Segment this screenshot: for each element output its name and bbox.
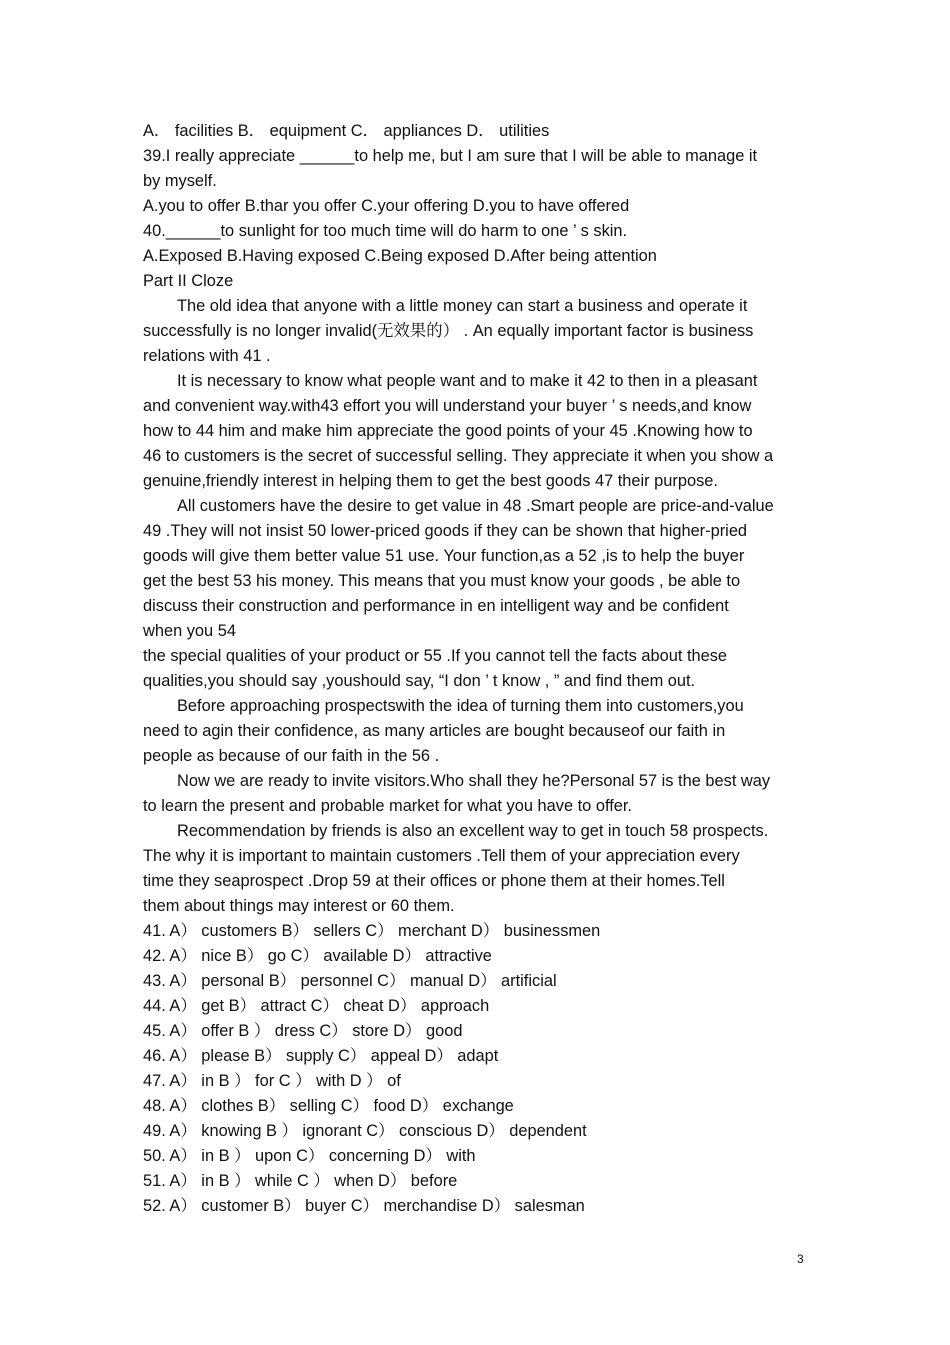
text-line: 50. A） in B ） upon C） concerning D） with [143, 1147, 476, 1165]
page-number: 3 [797, 1252, 804, 1266]
text-line: to learn the present and probable market for what you have to offer. [143, 797, 632, 815]
text-line: 49. A） knowing B ） ignorant C） conscious D） dependent [143, 1122, 587, 1140]
text-line: 52. A） customer B） buyer C） merchandise D） salesman [143, 1197, 585, 1215]
text-line: All customers have the desire to get value in 48 .Smart people are price-and-value [177, 497, 774, 515]
text-line: Now we are ready to invite visitors.Who shall they he?Personal 57 is the best way [177, 772, 771, 790]
text-line: qualities,you should say ,youshould say, “I don ’ t know , ” and find them out. [143, 672, 696, 690]
text-line: relations with 41 . [143, 347, 271, 365]
text-line: when you 54 [143, 622, 236, 640]
text-line: by myself. [143, 172, 217, 190]
text-line: the special qualities of your product or 55 .If you cannot tell the facts about these [143, 647, 728, 665]
text-line: 41. A） customers B） sellers C） merchant D） businessmen [143, 922, 601, 940]
text-line: The old idea that anyone with a little money can start a business and operate it [177, 297, 748, 315]
text-line: 49 .They will not insist 50 lower-priced goods if they can be shown that higher-pried [143, 522, 748, 540]
text-line: successfully is no longer invalid(无效果的） . An equally important factor is business [143, 322, 754, 340]
text-line: 42. A） nice B） go C） available D） attractive [143, 947, 492, 965]
text-line: A.Exposed B.Having exposed C.Being exposed D.After being attention [143, 247, 657, 265]
text-line: It is necessary to know what people want and to make it 42 to then in a pleasant [177, 372, 758, 390]
text-line: 45. A） offer B ） dress C） store D） good [143, 1022, 463, 1040]
text-line: Recommendation by friends is also an excellent way to get in touch 58 prospects. [177, 822, 769, 840]
text-line: time they seaprospect .Drop 59 at their offices or phone them at their homes.Tell [143, 872, 725, 890]
text-line: A.you to offer B.thar you offer C.your offering D.you to have offered [143, 197, 630, 215]
text-line: need to agin their confidence, as many articles are bought becauseof our faith in [143, 722, 726, 740]
text-line: discuss their construction and performance in en intelligent way and be confident [143, 597, 729, 615]
page-text [143, 119, 843, 1219]
text-line: 40.______to sunlight for too much time will do harm to one ’ s skin. [143, 222, 628, 240]
text-line: 46 to customers is the secret of successful selling. They appreciate it when you show a [143, 447, 774, 465]
text-line: 51. A） in B ） while C ） when D） before [143, 1172, 458, 1190]
text-line: 46. A） please B） supply C） appeal D） adapt [143, 1047, 499, 1065]
text-line: them about things may interest or 60 them. [143, 897, 455, 915]
text-line: get the best 53 his money. This means that you must know your goods , be able to [143, 572, 741, 590]
text-line: 48. A） clothes B） selling C） food D） exchange [143, 1097, 514, 1115]
text-line: genuine,friendly interest in helping them to get the best goods 47 their purpose. [143, 472, 718, 490]
text-line: Part II Cloze [143, 272, 234, 290]
text-line: Before approaching prospectswith the idea of turning them into customers,you [177, 697, 744, 715]
text-line: how to 44 him and make him appreciate the good points of your 45 .Knowing how to [143, 422, 753, 440]
text-line: 47. A） in B ） for C ） with D ） of [143, 1072, 401, 1090]
text-line: The why it is important to maintain customers .Tell them of your appreciation every [143, 847, 740, 865]
text-line: and convenient way.with43 effort you will understand your buyer ’ s needs,and know [143, 397, 752, 415]
text-line: 44. A） get B） attract C） cheat D） approach [143, 997, 490, 1015]
text-line: 43. A） personal B） personnel C） manual D） artificial [143, 972, 557, 990]
text-line: goods will give them better value 51 use. Your function,as a 52 ,is to help the buyer [143, 547, 745, 565]
text-line: people as because of our faith in the 56 . [143, 747, 440, 765]
text-line: 39.I really appreciate ______to help me, but I am sure that I will be able to manage it [143, 147, 758, 165]
text-line: A． facilities B． equipment C． appliances D． utilities [143, 122, 550, 140]
